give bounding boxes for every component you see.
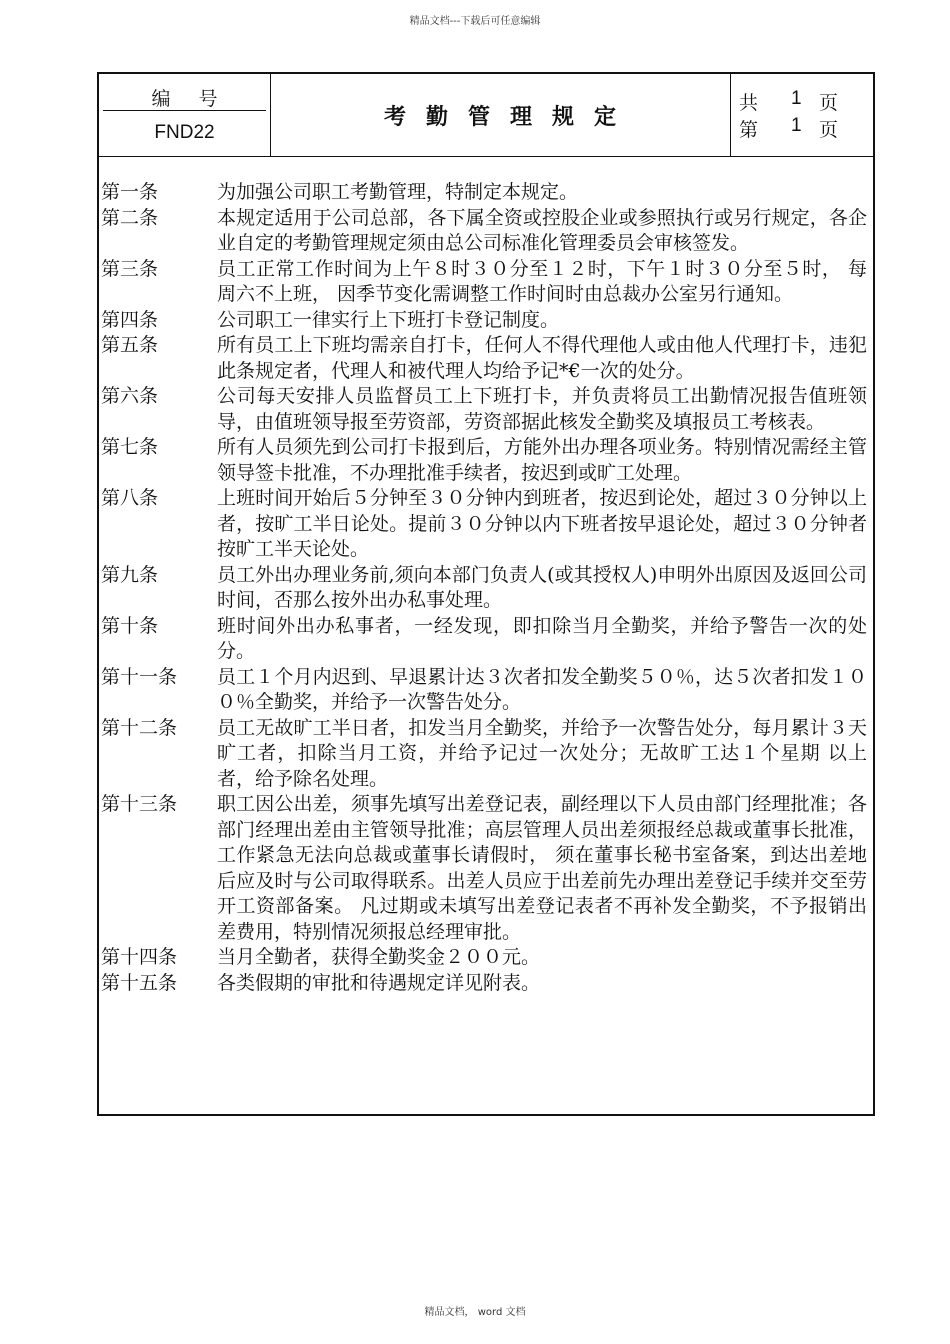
code-label: 编号	[151, 88, 246, 110]
article-12	[99, 716, 869, 793]
article-text: 公司每天安排人员监督员工上下班打卡，并负责将员工出勤情况报告值班领导，由值班领导报至劳资部，劳资部据此核发全勤奖及填报员工考核表。	[217, 385, 867, 433]
article-15	[99, 971, 869, 997]
bottom-watermark-note: 精品文档， word 文档	[424, 1307, 526, 1318]
document-frame	[97, 72, 875, 1116]
document-header	[99, 74, 873, 157]
code-value: FND22	[154, 122, 215, 143]
article-14	[99, 945, 869, 971]
article-text: 当月全勤者，获得全勤奖金２００元。	[217, 946, 541, 968]
article-text: 各类假期的审批和待遇规定详见附表。	[217, 971, 541, 994]
article-text: 公司职工一律实行上下班打卡登记制度。	[217, 308, 560, 331]
article-7	[99, 435, 869, 486]
article-2	[99, 206, 869, 257]
document-title: 考勤管理规定	[383, 104, 636, 130]
article-5	[99, 333, 869, 384]
article-10	[99, 614, 869, 665]
current-value: 1	[791, 115, 802, 136]
total-value: 1	[791, 88, 802, 109]
article-13	[99, 792, 869, 945]
article-number: 第十条	[101, 614, 159, 637]
article-text: 班时间外出办私事者，一经发现，即扣除当月全勤奖，并给予警告一次的处分。	[217, 614, 867, 662]
article-number: 第一条	[101, 181, 159, 203]
article-number: 第八条	[101, 487, 159, 509]
articles-list	[99, 180, 869, 996]
article-text: 员工１个月内迟到、早退累计达３次者扣发全勤奖５０％，达５次者扣发１００％全勤奖，并给予一次警告处分。	[217, 665, 867, 713]
article-number: 第三条	[101, 257, 159, 280]
article-text: 所有员工上下班均需亲自打卡，任何人不得代理他人或由他人代理打卡，违犯此条规定者，代理人和被代理人均给予记*€一次的处分。	[217, 334, 867, 382]
article-text: 本规定适用于公司总部，各下属全资或控股企业或参照执行或另行规定，各企业自定的考勤管理规定须由总公司标准化管理委员会审核签发。	[217, 206, 867, 254]
article-text: 所有人员须先到公司打卡报到后，方能外出办理各项业务。特别情况需经主管领导签卡批准，不办理批准手续者，按迟到或旷工处理。	[217, 436, 867, 484]
article-text: 员工正常工作时间为上午８时３０分至１２时，下午１时３０分至５时， 每周六不上班， 因季节变化需调整工作时间时由总裁办公室另行通知。	[217, 257, 867, 305]
title-cell	[270, 74, 731, 156]
total-label: 共	[739, 92, 759, 114]
code-cell	[99, 74, 271, 156]
current-page-line	[731, 115, 873, 142]
article-8	[99, 486, 869, 563]
article-3	[99, 257, 869, 308]
article-11	[99, 665, 869, 716]
article-number: 第四条	[101, 308, 159, 331]
current-unit: 页	[819, 119, 839, 141]
article-6	[99, 384, 869, 435]
article-text: 上班时间开始后５分钟至３０分钟内到班者，按迟到论处，超过３０分钟以上者，按旷工半日论处。提前３０分钟以内下班者按早退论处，超过３０分钟者按旷工半天论处。	[217, 487, 867, 560]
article-text: 为加强公司职工考勤管理，特制定本规定。	[217, 181, 579, 203]
article-number: 第十四条	[101, 946, 178, 968]
total-unit: 页	[819, 92, 839, 114]
article-number: 第五条	[101, 334, 159, 356]
article-4	[99, 308, 869, 334]
article-number: 第七条	[101, 436, 159, 458]
article-number: 第九条	[101, 563, 159, 586]
total-pages-line	[731, 88, 873, 115]
article-text: 员工外出办理业务前,须向本部门负责人(或其授权人)申明外出原因及返回公司时间，否那么按外出办私事处理。	[217, 563, 867, 611]
current-label: 第	[739, 119, 759, 141]
article-number: 第六条	[101, 385, 159, 407]
top-watermark-note: 精品文档---下载后可任意编辑	[409, 16, 541, 27]
article-text: 员工无故旷工半日者，扣发当月全勤奖，并给予一次警告处分，每月累计３天旷工者，扣除当月工资，并给予记过一次处分；无故旷工达１个星期 以上者，给予除名处理。	[217, 716, 867, 790]
page-info-cell	[731, 88, 873, 142]
article-number: 第二条	[101, 206, 159, 229]
article-1	[99, 180, 869, 206]
article-number: 第十三条	[101, 793, 178, 815]
article-number: 第十一条	[101, 665, 178, 688]
article-text: 职工因公出差，须事先填写出差登记表，副经理以下人员由部门经理批准；各部门经理出差由主管领导批准；高层管理人员出差须报经总裁或董事长批准， 工作紧急无法向总裁或董事长请假时， 须在董事长秘书室备案，到达出差地后应及时与公司取得联系。出差人员应于出差前先办理出差登记手续并交至劳开工资部备案。 凡过期或未填写出差登记表者不再补发全勤奖，不予报销出差费用，特别情况须报总经理审批。	[217, 793, 867, 943]
article-number: 第十二条	[101, 716, 178, 739]
code-divider	[103, 110, 266, 111]
article-number: 第十五条	[101, 971, 178, 994]
article-9	[99, 563, 869, 614]
